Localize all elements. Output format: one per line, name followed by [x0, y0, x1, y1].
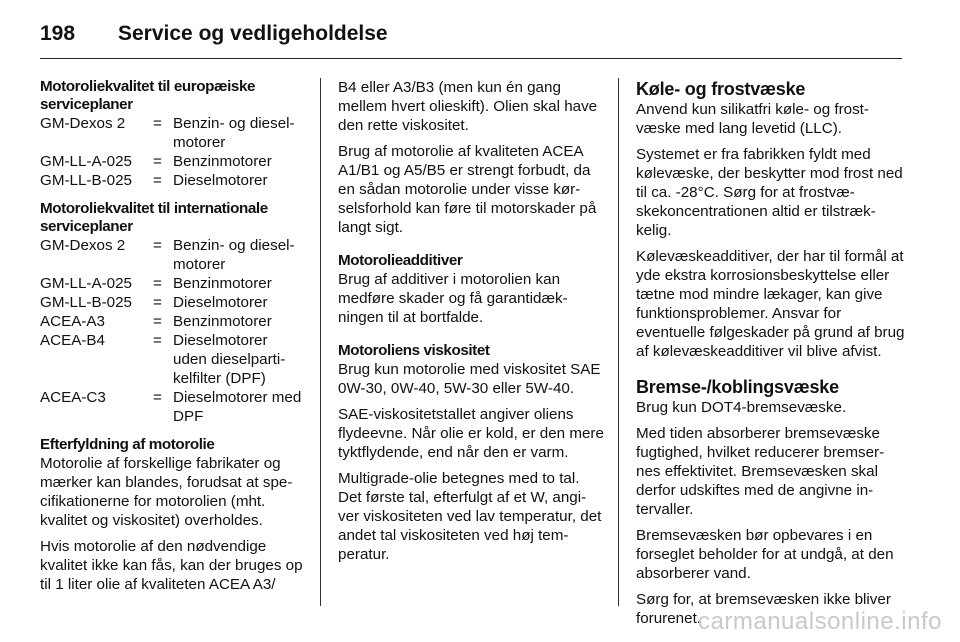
page-number: 198: [40, 22, 76, 45]
spec-row: [40, 331, 304, 388]
coolant-paragraph-2: Systemet er fra fabrikken fyldt med kølevæske, der beskytter mod frost ned til ca. -28°C. Sørg for at frostvæ-skekoncentrationen altid er tilstræk-kelig.: [636, 146, 903, 239]
spec-row: [40, 388, 304, 426]
paragraph-continued: B4 eller A3/B3 (men kun én gang mellem hvert olieskift). Olien skal have den rette viskositet.: [338, 79, 598, 134]
spec-equals: =: [153, 153, 162, 170]
spec-key: GM-LL-B-025: [40, 172, 133, 189]
brake-paragraph-3: Bremsevæsken bør opbevares i en forseglet beholder for at undgå, at den absorberer vand.: [636, 527, 894, 582]
spec-key: ACEA-B4: [40, 332, 105, 349]
eu-spec-table: [40, 114, 304, 190]
brake-fluid-heading: Bremse-/koblingsvæske: [636, 377, 839, 397]
page-title: Service og vedligeholdelse: [118, 22, 388, 45]
column-divider-2: [618, 78, 619, 606]
column-1: [40, 78, 304, 601]
spec-equals: =: [153, 275, 162, 292]
spec-value: Benzinmotorer: [173, 275, 272, 292]
additives-paragraph: Brug af additiver i motorolien kan medføre skader og få garantidæk-ningen til at bortfalde.: [338, 271, 568, 326]
spec-key: GM-LL-A-025: [40, 153, 133, 170]
column-3: [636, 78, 906, 635]
spec-value: Benzinmotorer: [173, 313, 272, 330]
brake-paragraph-1: Brug kun DOT4-bremsevæske.: [636, 399, 847, 416]
watermark: carmanualsonline.info: [698, 608, 942, 635]
column-2: [338, 78, 606, 571]
spec-row: [40, 171, 304, 190]
spec-key: GM-LL-B-025: [40, 294, 133, 311]
spec-row: [40, 236, 304, 274]
spec-value: Dieselmotorer med DPF: [173, 389, 302, 425]
spec-value: Dieselmotorer uden dieselparti-kelfilter (DPF): [173, 332, 286, 387]
additives-heading: Motorolieadditiver: [338, 252, 463, 269]
coolant-paragraph-1: Anvend kun silikatfri køle- og frost-væske med lang levetid (LLC).: [636, 101, 869, 137]
spec-key: ACEA-C3: [40, 389, 106, 406]
topup-paragraph-1: Motorolie af forskellige fabrikater og mærker kan blandes, forudsat at spe-cifikationerne for motorolien (mht. kvalitet og viskositet) overholdes.: [40, 455, 293, 529]
spec-row: [40, 152, 304, 171]
spec-equals: =: [153, 294, 162, 311]
spec-row: [40, 274, 304, 293]
spec-value: Dieselmotorer: [173, 172, 268, 189]
spec-equals: =: [153, 115, 162, 132]
viscosity-paragraph-2: SAE-viskositetstallet angiver oliens flydeevne. Når olie er kold, er den mere tyktflydende, end når den er varm.: [338, 406, 604, 461]
spec-key: ACEA-A3: [40, 313, 105, 330]
spec-row: [40, 114, 304, 152]
topup-heading: Efterfyldning af motorolie: [40, 436, 215, 453]
coolant-heading: Køle- og frostvæske: [636, 79, 806, 99]
spec-equals: =: [153, 172, 162, 189]
spec-value: Benzinmotorer: [173, 153, 272, 170]
intl-spec-table: [40, 236, 304, 426]
spec-key: GM-Dexos 2: [40, 237, 126, 254]
intl-oil-quality-heading: Motoroliekvalitet til internationale serviceplaner: [40, 200, 268, 235]
eu-oil-quality-heading: Motoroliekvalitet til europæiske serviceplaner: [40, 78, 256, 113]
spec-value: Benzin- og diesel-motorer: [173, 115, 295, 151]
spec-value: Benzin- og diesel-motorer: [173, 237, 295, 273]
spec-row: [40, 293, 304, 312]
topup-paragraph-2: Hvis motorolie af den nødvendige kvalitet ikke kan fås, kan der bruges op til 1 liter olie af kvaliteten ACEA A3/: [40, 538, 303, 593]
spec-row: [40, 312, 304, 331]
spec-equals: =: [153, 313, 162, 330]
brake-paragraph-2: Med tiden absorberer bremsevæske fugtighed, hvilket reducerer bremser-nes effektivitet. Bremsevæsken skal derfor udskiftes med de angivne in-tervaller.: [636, 425, 885, 518]
viscosity-paragraph-3: Multigrade-olie betegnes med to tal. Det første tal, efterfulgt af et W, angi-ver viskositeten ved lav temperatur, det andet tal viskositeten ved høj tem-peratur.: [338, 470, 602, 563]
spec-equals: =: [153, 332, 162, 349]
spec-value: Dieselmotorer: [173, 294, 268, 311]
spec-equals: =: [153, 237, 162, 254]
viscosity-paragraph-1: Brug kun motorolie med viskositet SAE 0W-30, 0W-40, 5W-30 eller 5W-40.: [338, 361, 601, 397]
header-divider: [40, 58, 902, 59]
viscosity-heading: Motoroliens viskositet: [338, 342, 490, 359]
coolant-paragraph-3: Kølevæskeadditiver, der har til formål at yde ekstra korrosionsbeskyttelse eller tætne mod mindre lækager, kan give funktionsproblemer. Ansvar for eventuelle følgeskader på grund af brug af kølevæskeadditiver vil blive afvist.: [636, 248, 905, 360]
spec-equals: =: [153, 389, 162, 406]
paragraph-acea-warning: Brug af motorolie af kvaliteten ACEA A1/B1 og A5/B5 er strengt forbudt, da en sådan motorolie under visse kør-selsforhold kan føre til motorskader på langt sigt.: [338, 143, 597, 236]
brake-paragraph-4: Sørg for, at bremsevæsken ikke bliver forurenet.: [636, 591, 891, 627]
spec-key: GM-LL-A-025: [40, 275, 133, 292]
spec-key: GM-Dexos 2: [40, 115, 126, 132]
page-header: [40, 14, 920, 52]
column-divider-1: [320, 78, 321, 606]
